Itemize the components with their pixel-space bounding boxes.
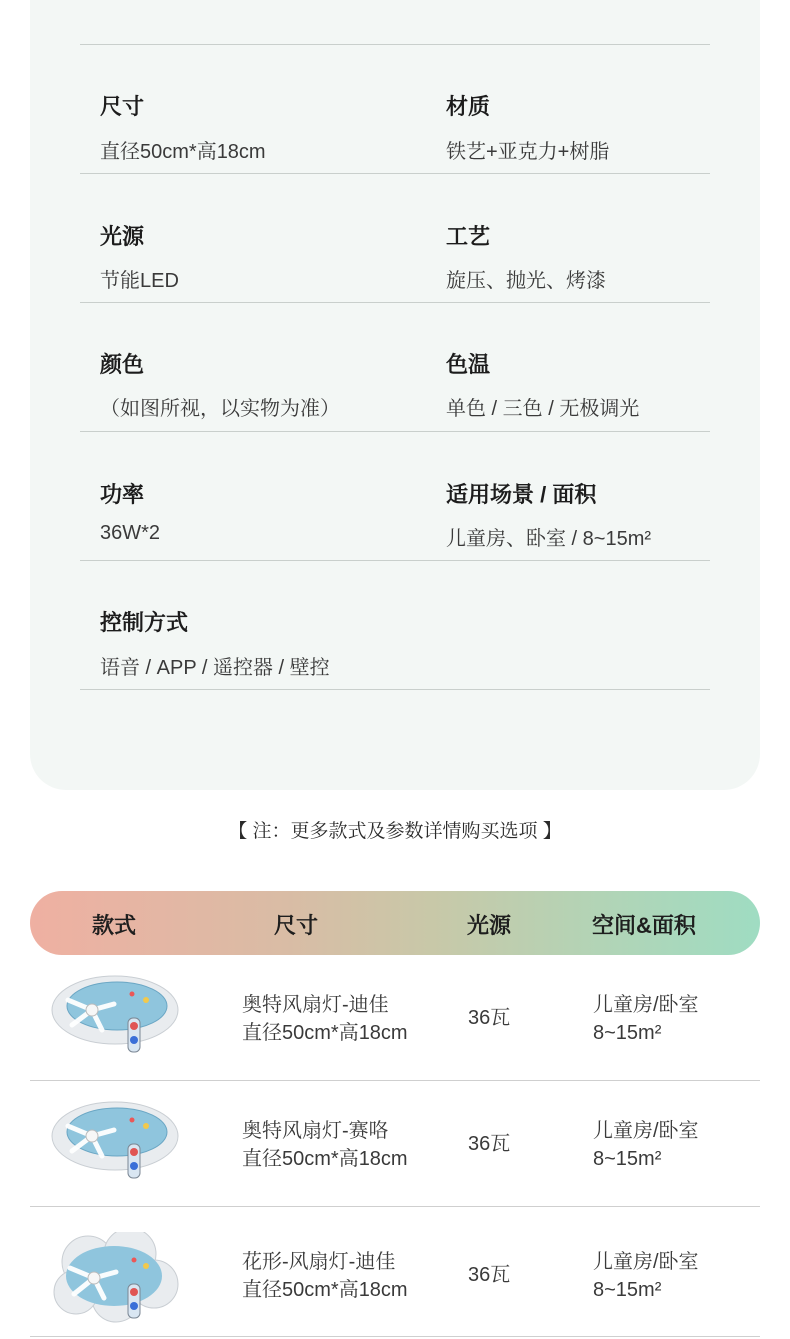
- spec-control-value: 语音 / APP / 遥控器 / 壁控: [100, 657, 330, 679]
- product-area: 8~15m²: [593, 1148, 662, 1170]
- row-divider: [30, 1336, 760, 1337]
- round-fan-lamp-image: [50, 970, 180, 1062]
- header-style: 款式: [92, 913, 137, 938]
- divider: [80, 173, 710, 174]
- header-light: 光源: [467, 913, 512, 938]
- spec-material-value: 铁艺+亚克力+树脂: [446, 141, 610, 163]
- product-light: 36瓦: [468, 1133, 511, 1155]
- product-room: 儿童房/卧室: [593, 1251, 699, 1273]
- note-text: 【 注：更多款式及参数详情购买选项 】: [228, 821, 562, 842]
- product-area: 8~15m²: [593, 1279, 662, 1301]
- product-area: 8~15m²: [593, 1022, 662, 1044]
- product-room: 儿童房/卧室: [593, 1120, 699, 1142]
- spec-size-value: 直径50cm*高18cm: [100, 141, 266, 163]
- spec-scene-value: 儿童房、卧室 / 8~15m²: [446, 528, 652, 550]
- spec-craft-value: 旋压、抛光、烤漆: [446, 270, 606, 292]
- product-name: 奥特风扇灯-赛咯: [242, 1120, 389, 1142]
- product-name: 奥特风扇灯-迪佳: [242, 994, 389, 1016]
- spec-temp-value: 单色 / 三色 / 无极调光: [446, 398, 640, 420]
- product-light: 36瓦: [468, 1007, 511, 1029]
- spec-power-label: 功率: [100, 482, 145, 507]
- header-area: 空间&面积: [592, 913, 696, 938]
- spec-temp-label: 色温: [446, 352, 491, 377]
- divider: [80, 302, 710, 303]
- spec-control-label: 控制方式: [100, 610, 189, 635]
- divider: [80, 560, 710, 561]
- product-name: 花形-风扇灯-迪佳: [242, 1251, 396, 1273]
- product-size: 直径50cm*高18cm: [242, 1279, 408, 1301]
- row-divider: [30, 1080, 760, 1081]
- spec-material-label: 材质: [446, 94, 491, 119]
- spec-power-value: 36W*2: [100, 522, 161, 544]
- spec-craft-label: 工艺: [446, 224, 491, 249]
- product-room: 儿童房/卧室: [593, 994, 699, 1016]
- spec-color-label: 颜色: [100, 352, 145, 377]
- spec-light-value: 节能LED: [100, 270, 179, 292]
- flower-fan-lamp-image: [50, 1232, 180, 1324]
- header-size: 尺寸: [274, 913, 319, 938]
- spec-color-value: （如图所视，以实物为准）: [100, 398, 340, 420]
- round-fan-lamp-image: [50, 1096, 180, 1188]
- spec-scene-label: 适用场景 / 面积: [446, 482, 597, 507]
- product-size: 直径50cm*高18cm: [242, 1022, 408, 1044]
- spec-size-label: 尺寸: [100, 94, 145, 119]
- divider: [80, 431, 710, 432]
- row-divider: [30, 1206, 760, 1207]
- product-light: 36瓦: [468, 1264, 511, 1286]
- product-size: 直径50cm*高18cm: [242, 1148, 408, 1170]
- divider: [80, 44, 710, 45]
- spec-light-label: 光源: [100, 224, 145, 249]
- divider: [80, 689, 710, 690]
